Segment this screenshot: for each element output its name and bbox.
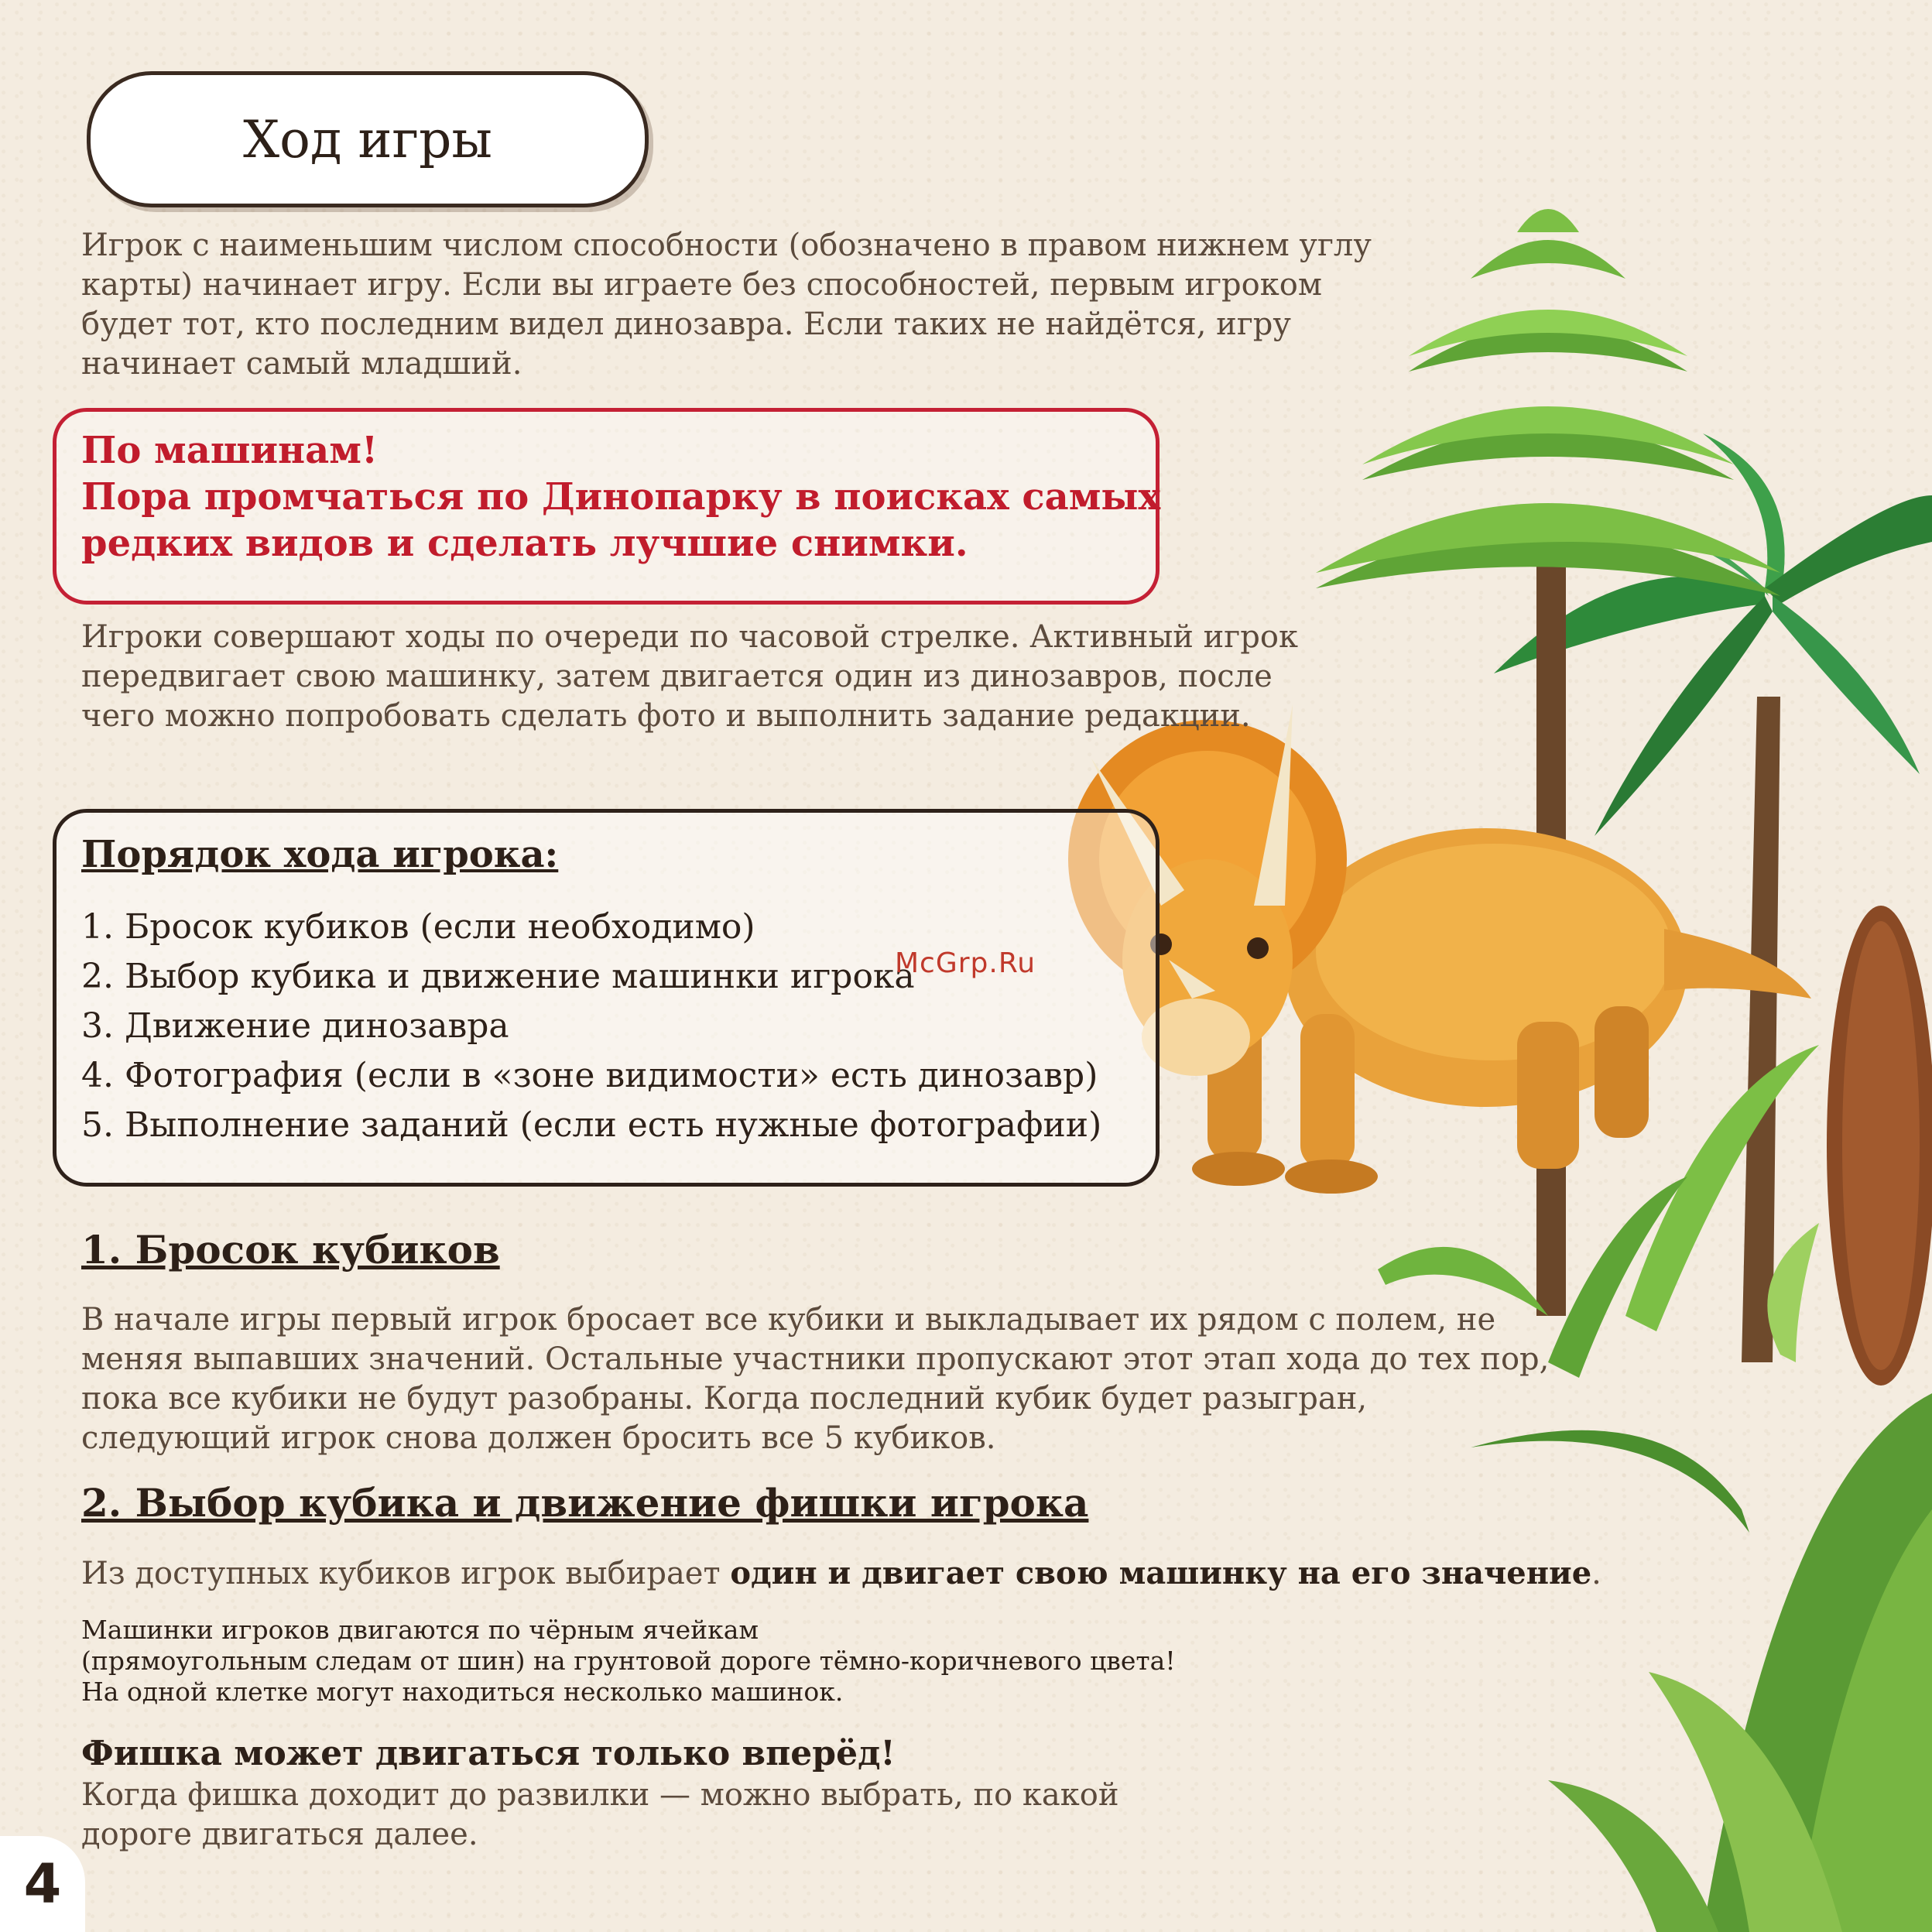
list-item: 1. Бросок кубиков (если необходимо) bbox=[81, 907, 755, 947]
note-line: (прямоугольным следам от шин) на грунтовой дороге тёмно-коричневого цвета! bbox=[81, 1646, 1176, 1676]
section-1-text: В начале игры первый игрок бросает все кубики и выкладывает их рядом с полем, не меняя выпавших значений. Остальные участники пропускают этот этап хода до тех пор, пока все кубики не будут разобраны. Когда последний кубик будет разыгран, следующий игрок снова должен бросить все 5 кубиков. bbox=[81, 1302, 1550, 1456]
list-item: 3. Движение динозавра bbox=[81, 1006, 509, 1046]
order-heading: Порядок хода игрока: bbox=[81, 833, 559, 876]
section-1-heading: 1. Бросок кубиков bbox=[81, 1227, 500, 1273]
intro-paragraph: Игрок с наименьшим числом способности (обозначено в правом нижнем углу карты) начинает игру. Если вы играете без способностей, первым игроком будет тот, кто последним видел динозавра. Если таких не найдётся, игру начинает самый младший. bbox=[81, 228, 1372, 382]
list-item: 5. Выполнение заданий (если есть нужные фотографии) bbox=[81, 1105, 1102, 1145]
section-2-text-bold: один и двигает свою машинку на его значение bbox=[730, 1555, 1592, 1591]
section-2-text bbox=[81, 1553, 1629, 1594]
section-2-heading: 2. Выбор кубика и движение фишки игрока bbox=[81, 1480, 1089, 1526]
turns-paragraph: Игроки совершают ходы по очереди по часовой стрелке. Активный игрок передвигает свою машинку, затем двигается один из динозавров, после чего можно попробовать сделать фото и выполнить задание редакции. bbox=[81, 619, 1298, 734]
note-line: Машинки игроков двигаются по чёрным ячейкам bbox=[81, 1615, 759, 1645]
cone-tree bbox=[1827, 906, 1932, 1386]
section-2-text-plain: Из доступных кубиков игрок выбирает bbox=[81, 1556, 731, 1591]
movement-note bbox=[81, 1615, 1397, 1708]
watermark: McGrp.Ru bbox=[895, 947, 1036, 979]
section-2-text-end: . bbox=[1591, 1556, 1601, 1591]
page-number: 4 bbox=[0, 1836, 85, 1932]
list-item: 4. Фотография (если в «зоне видимости» есть динозавр) bbox=[81, 1056, 1098, 1095]
list-item: 2. Выбор кубика и движение машинки игрока bbox=[81, 957, 915, 996]
note-line: На одной клетке могут находиться несколько машинок. bbox=[81, 1677, 844, 1707]
callout-text bbox=[81, 427, 1165, 567]
triceratops bbox=[1068, 704, 1811, 1194]
title-pill bbox=[87, 71, 649, 207]
order-list bbox=[81, 903, 1101, 1150]
callout-line-2: Пора промчаться по Динопарку в поисках самых редких видов и сделать лучшие снимки. bbox=[81, 475, 1161, 565]
page-title: Ход игры bbox=[243, 109, 492, 170]
forward-only-rule: Фишка может двигаться только вперёд! bbox=[81, 1734, 896, 1773]
fork-paragraph: Когда фишка доходит до развилки — можно выбрать, по какой дороге двигаться далее. bbox=[81, 1777, 1119, 1852]
callout-line-1: По машинам! bbox=[81, 429, 379, 472]
